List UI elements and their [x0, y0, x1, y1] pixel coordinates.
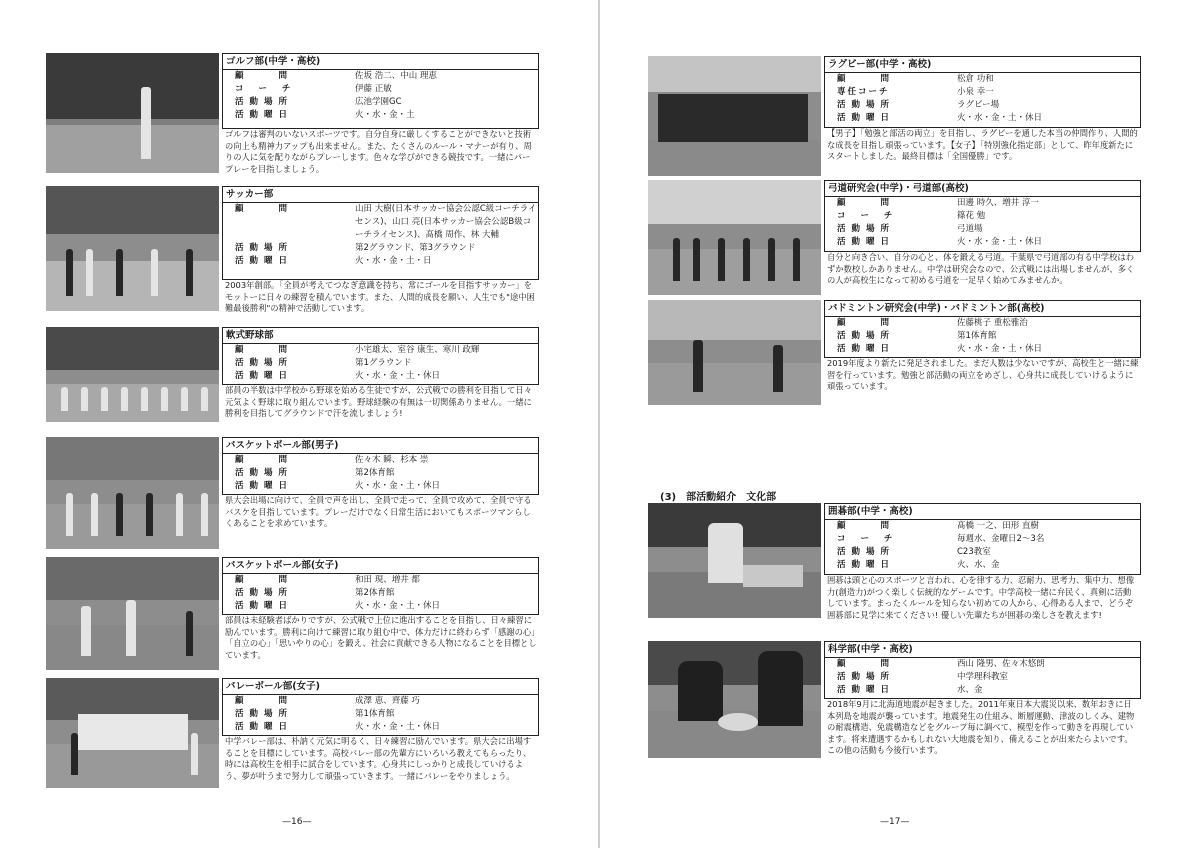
- club-title: バスケットボール部(男子): [223, 438, 538, 454]
- row-label: 顧 問: [837, 74, 896, 84]
- row-value: 弓道場: [957, 224, 983, 234]
- info-row: [223, 357, 538, 370]
- club-title: ゴルフ部(中学・高校): [223, 54, 538, 70]
- info-row: [825, 236, 1140, 249]
- info-row: [825, 546, 1140, 559]
- section-heading: (3) 部活動紹介 文化部: [660, 492, 777, 503]
- club-description: 囲碁は頭と心のスポーツと言われ、心を律する力、忍耐力、思考力、集中力、想像力(創造力)がつく楽しく伝統的なゲームです。中学高校一緒に弁民く、真剣に活動しています。まったくルールを知らない初めての人から、心得ある人まで、どうぞ囲碁部に見学に来てください! 優しい先輩たちが囲碁の楽しさを教えます!: [827, 575, 1135, 620]
- info-row: [825, 330, 1140, 343]
- row-value: 毎週水、金曜日2～3名: [957, 534, 1045, 544]
- club-title: ラグビー部(中学・高校): [825, 57, 1140, 73]
- club-title: バドミントン研究会(中学)・バドミントン部(高校): [825, 301, 1140, 317]
- row-value: ラグビー場: [957, 100, 1000, 110]
- kyudo-info-box: [824, 180, 1141, 252]
- row-value: 第2体育館: [355, 468, 395, 478]
- row-label: 顧 問: [235, 71, 294, 81]
- info-row: [223, 370, 538, 383]
- row-value: 火・水・金・土・日: [355, 256, 432, 266]
- row-label: コ ー チ: [837, 211, 899, 221]
- row-value: 火・水・金・土・休日: [355, 371, 441, 381]
- club-description: 2018年9月に北海道地震が起きました。2011年東日本大震災以来、数年おきに日本列島を地震が襲っています。地震発生の仕組み、断層運動、津波のしくみ、建物の耐震構造、免震構造などをグループ毎に調べて、模型を作って動きを再現しています。将来遭遇するかもしれない大地震を知り、備えることが出来たらよいです。この他の活動も今後行います。: [827, 699, 1135, 755]
- info-row: [223, 574, 538, 587]
- club-description: 中学バレー部は、朴訥く元気に明るく、日々練習に励んでいます。県大会に出場することを目標にしています。高校バレー部の先輩方にいろいろ教えてもらったり、時には高校生を相手に試合をしています。心身共にしっかりと成長していけるよう、夢が叶うまで努力して頑張っていきます。一緒にバレーをやりましょう。: [225, 736, 532, 781]
- row-label: 活動場所: [235, 588, 294, 598]
- info-row: [223, 695, 538, 708]
- info-row: [223, 70, 538, 83]
- info-row: [825, 73, 1140, 86]
- page-spine: [598, 0, 600, 848]
- basketball-boys-info-box: [222, 437, 539, 495]
- row-label: 活動曜日: [837, 237, 896, 247]
- club-description: 部員の半数は中学校から野球を始める生徒ですが、公式戦での勝利を目指して日々元気よく野球に取り組んでいます。野球経験の有無は一切関係ありません。一緒に勝利を目指してグラウンドで汗を流しましょう!: [225, 385, 532, 418]
- info-row: [825, 671, 1140, 684]
- row-label: 活動曜日: [235, 110, 294, 120]
- info-row: [223, 242, 538, 255]
- row-value: 第1体育館: [957, 331, 997, 341]
- info-row: [223, 467, 538, 480]
- club-title: 囲碁部(中学・高校): [825, 504, 1140, 520]
- row-value: 火・水・金・土・休日: [355, 481, 441, 491]
- row-value: 火・水・金・土・休日: [355, 722, 441, 732]
- row-value: 第2体育館: [355, 588, 395, 598]
- row-label: 顧 問: [235, 345, 294, 355]
- info-row: [223, 109, 538, 122]
- row-label: 活動場所: [837, 331, 896, 341]
- row-label: 顧 問: [235, 575, 294, 585]
- row-value: 伊藤 正敏: [355, 84, 392, 94]
- row-label: 顧 問: [235, 455, 294, 465]
- row-label: 活動場所: [837, 672, 896, 682]
- info-row: [223, 255, 538, 268]
- row-label: 顧 問: [837, 659, 896, 669]
- row-label: 活動場所: [235, 358, 294, 368]
- row-label: 活動場所: [837, 100, 896, 110]
- kyudo-photo: [648, 180, 821, 295]
- info-row: [825, 684, 1140, 697]
- row-value: C23教室: [957, 547, 991, 557]
- row-label: 活動場所: [235, 97, 294, 107]
- info-row: [223, 96, 538, 109]
- row-label: 顧 問: [235, 204, 294, 214]
- info-row: [825, 197, 1140, 210]
- page-number: —17—: [880, 817, 910, 827]
- soccer-info-box: [222, 186, 539, 280]
- row-value: 第1体育館: [355, 709, 395, 719]
- info-row: [223, 203, 538, 242]
- row-value: 和田 現、増井 都: [355, 575, 420, 585]
- row-value: 佐坂 浩二、中山 理恵: [355, 71, 437, 81]
- baseball-photo: [46, 327, 219, 422]
- info-row: [825, 559, 1140, 572]
- info-row: [825, 520, 1140, 533]
- club-description: 【男子】「勉強と部活の両立」を目指し、ラグビーを通した本当の仲間作り、人間的な成長を目指し頑張っています。【女子】「特別強化指定部」として、昨年度新たにスタートしました。最終目標は「全国優勝」です。: [827, 128, 1138, 161]
- info-row: [825, 210, 1140, 223]
- info-row: [825, 533, 1140, 546]
- row-value: 火・水・金・土・休日: [957, 344, 1043, 354]
- row-label: 活動曜日: [837, 560, 896, 570]
- volleyball-info-box: [222, 678, 539, 736]
- club-description: 自分と向き合い、自分の心と、体を鍛える弓道。千葉県で弓道部の有る中学校はわずか数校しかありません。中学は研究会なので、公式戦には出場しませんが、多くの人が高校生になって初める弓道を一足早く始めてみませんか。: [827, 252, 1135, 285]
- row-label: 活動曜日: [235, 481, 294, 491]
- row-value: 火・水・金・土・休日: [957, 237, 1043, 247]
- row-value: 松倉 功和: [957, 74, 994, 84]
- go-info-box: [824, 503, 1141, 575]
- info-row: [825, 658, 1140, 671]
- row-value: 火、水、金: [957, 560, 1000, 570]
- row-label: 活動場所: [837, 224, 896, 234]
- row-label: コ ー チ: [235, 84, 297, 94]
- row-value: 小泉 幸一: [957, 87, 994, 97]
- badminton-info-box: [824, 300, 1141, 358]
- row-value: 佐々木 瞬、杉本 崇: [355, 455, 429, 465]
- row-label: 活動曜日: [837, 113, 896, 123]
- page-number: —16—: [282, 817, 312, 827]
- row-label: 顧 問: [235, 696, 294, 706]
- club-description: ゴルフは審判のいないスポーツです。自分自身に厳しくすることができないと技術の向上も精神力アップも出来ません。また、たくさんのルール・マナーが有り、周りの人に気を配りながらプレーします。色々な学びができる競技です。一緒にパープレーを目指しましょう。: [225, 129, 532, 174]
- row-value: 水、金: [957, 685, 983, 695]
- basketball-boys-photo: [46, 437, 219, 549]
- science-info-box: [824, 641, 1141, 699]
- info-row: [825, 112, 1140, 125]
- club-description: 県大会出場に向けて、全員で声を出し、全員で走って、全員で攻めて、全員で守るバスケを目指しています。プレーだけでなく日常生活においてもスポーツマンらしくあることを求めています。: [225, 495, 532, 528]
- row-value: 中学理科教室: [957, 672, 1009, 682]
- club-description: 2003年創部。「全員が考えてつなぎ意識を持ち、常にゴールを目指すサッカー」をモットーに日々の練習を積んでいます。また、人間的成長を願い、人生でも"途中困難最後勝利"の精神で活動しています。: [225, 280, 535, 313]
- row-label: 活動曜日: [235, 722, 294, 732]
- info-row: [223, 454, 538, 467]
- volleyball-photo: [46, 678, 219, 788]
- info-row: [223, 83, 538, 96]
- go-photo: [648, 503, 821, 618]
- row-label: コ ー チ: [837, 534, 899, 544]
- row-label: 活動曜日: [837, 344, 896, 354]
- baseball-info-box: [222, 327, 539, 385]
- club-title: 軟式野球部: [223, 328, 538, 344]
- info-row: [825, 223, 1140, 236]
- row-value: 第2グラウンド、第3グラウンド: [355, 243, 476, 253]
- row-label: 活動曜日: [235, 256, 294, 266]
- info-row: [223, 721, 538, 734]
- info-row: [825, 317, 1140, 330]
- info-row: [223, 480, 538, 493]
- row-value: 小宅雄太、室谷 康生、寒川 政輝: [355, 345, 480, 355]
- row-value: 第1グラウンド: [355, 358, 412, 368]
- golf-photo: [46, 53, 219, 173]
- basketball-girls-photo: [46, 557, 219, 670]
- info-row: [825, 343, 1140, 356]
- badminton-photo: [648, 300, 821, 405]
- info-row: [223, 600, 538, 613]
- row-value: 火・水・金・土: [355, 110, 415, 120]
- row-label: 活動場所: [837, 547, 896, 557]
- info-row: [825, 99, 1140, 112]
- row-label: 顧 問: [837, 521, 896, 531]
- club-title: 弓道研究会(中学)・弓道部(高校): [825, 181, 1140, 197]
- club-description: 2019年度より新たに発足されました。まだ人数は少ないですが、高校生と一緒に練習を行っています。勉強と部活動の両立をめざし、心身共に成長していけるように頑張っています。: [827, 358, 1139, 391]
- club-description: 部員は未経験者ばかりですが、公式戦で上位に進出することを目指し、日々練習に励んでいます。勝利に向けて練習に取り組む中で、体力だけに終わらず「感謝の心」「自立の心」「思いやりの心」を鍛え、社会に貢献できる人物になることを目標としています。: [225, 615, 537, 660]
- golf-info-box: [222, 53, 539, 129]
- row-value: 篠花 勉: [957, 211, 986, 221]
- info-row: [223, 708, 538, 721]
- row-label: 活動場所: [235, 468, 294, 478]
- row-value: 西山 隆男、佐々木悠朗: [957, 659, 1045, 669]
- row-label: 顧 問: [837, 198, 896, 208]
- info-row: [223, 344, 538, 357]
- row-label: 顧 問: [837, 318, 896, 328]
- rugby-info-box: [824, 56, 1141, 128]
- row-value: 火・水・金・土・休日: [957, 113, 1043, 123]
- info-row: [223, 587, 538, 600]
- basketball-girls-info-box: [222, 557, 539, 615]
- science-photo: [648, 641, 821, 758]
- club-title: バスケットボール部(女子): [223, 558, 538, 574]
- row-value: 佐藤桃子 重松雅治: [957, 318, 1028, 328]
- row-value: 火・水・金・土・休日: [355, 601, 441, 611]
- row-label: 活動場所: [235, 709, 294, 719]
- soccer-photo: [46, 186, 219, 311]
- club-title: バレーボール部(女子): [223, 679, 538, 695]
- row-value: 田邊 時久、増井 淳一: [957, 198, 1039, 208]
- row-label: 活動場所: [235, 243, 294, 253]
- rugby-photo: [648, 56, 821, 176]
- club-title: 科学部(中学・高校): [825, 642, 1140, 658]
- row-label: 専任コーチ: [837, 87, 890, 97]
- club-title: サッカー部: [223, 187, 538, 203]
- info-row: [825, 86, 1140, 99]
- row-label: 活動曜日: [837, 685, 896, 695]
- row-value: 広池学園GC: [355, 97, 402, 107]
- row-label: 活動曜日: [235, 601, 294, 611]
- row-value: 成澤 恵、齊藤 巧: [355, 696, 420, 706]
- row-value: 髙橋 一之、田形 直樹: [957, 521, 1039, 531]
- row-value: 山田 大樹(日本サッカー協会公認C級コーチライセンス)、山口 亮(日本サッカー協会公認B級コーチライセンス)、髙橋 周作、林 大輔: [355, 204, 537, 240]
- row-label: 活動曜日: [235, 371, 294, 381]
